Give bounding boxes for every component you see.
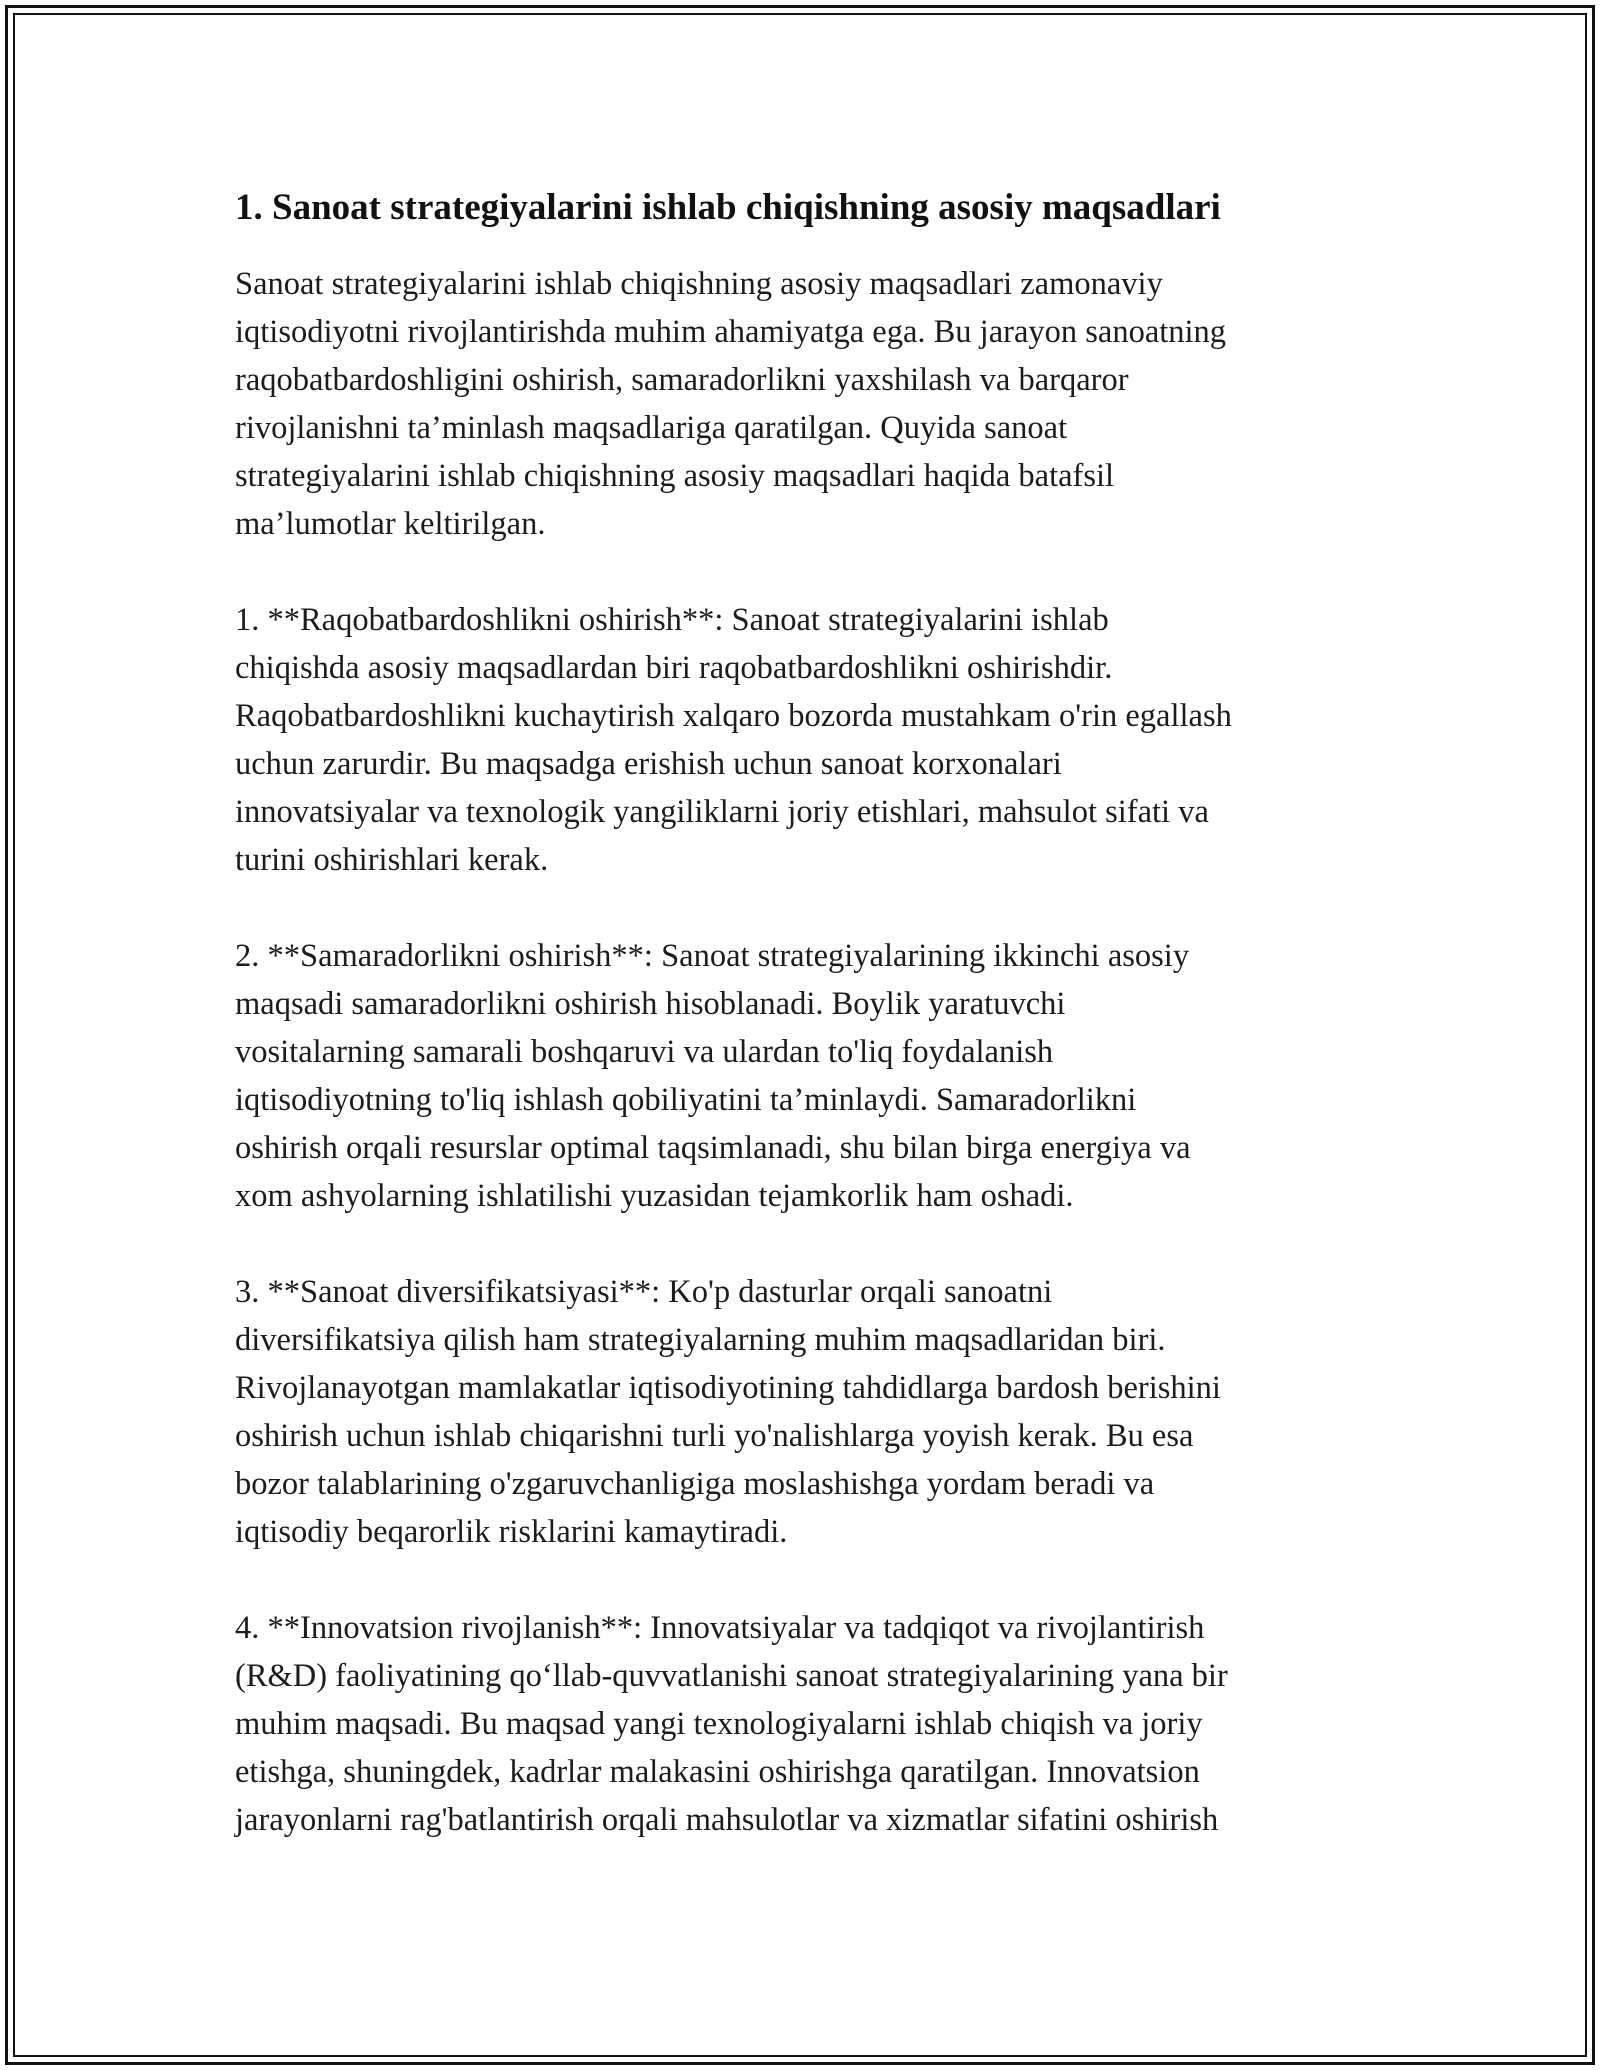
text-line: oshirish orqali resurslar optimal taqsimlanadi, shu bilan birga energiya va — [235, 1130, 1191, 1166]
text-line: bozor talablarining o'zgaruvchanligiga moslashishga yordam beradi va — [235, 1466, 1155, 1502]
list-item-diversification — [235, 1268, 1365, 1556]
text-line: (R&D) faoliyatining qo‘llab-quvvatlanishi sanoat strategiyalarining yana bir — [235, 1658, 1228, 1694]
text-line: iqtisodiy beqarorlik risklarini kamaytiradi. — [235, 1514, 788, 1550]
text-line: vositalarning samarali boshqaruvi va ulardan to'liq foydalanish — [235, 1034, 1054, 1070]
text-line: strategiyalarini ishlab chiqishning asosiy maqsadlari haqida batafsil — [235, 458, 1115, 494]
list-item-competitiveness — [235, 596, 1365, 884]
text-line: turini oshirishlari kerak. — [235, 842, 549, 878]
text-line: iqtisodiyotning to'liq ishlash qobiliyatini ta’minlaydi. Samaradorlikni — [235, 1082, 1137, 1118]
text-line: 1. **Raqobatbardoshlikni oshirish**: Sanoat strategiyalarini ishlab — [235, 602, 1109, 638]
section-heading: 1. Sanoat strategiyalarini ishlab chiqishning asosiy maqsadlari — [235, 187, 1221, 228]
text-line: 3. **Sanoat diversifikatsiyasi**: Ko'p dasturlar orqali sanoatni — [235, 1274, 1053, 1310]
text-line: raqobatbardoshligini oshirish, samaradorlikni yaxshilash va barqaror — [235, 362, 1129, 398]
text-line: Raqobatbardoshlikni kuchaytirish xalqaro bozorda mustahkam o'rin egallash — [235, 698, 1232, 734]
text-line: diversifikatsiya qilish ham strategiyalarning muhim maqsadlaridan biri. — [235, 1322, 1166, 1358]
text-line: iqtisodiyotni rivojlantirishda muhim ahamiyatga ega. Bu jarayon sanoatning — [235, 314, 1227, 350]
text-line: Rivojlanayotgan mamlakatlar iqtisodiyotining tahdidlarga bardosh berishini — [235, 1370, 1221, 1406]
text-line: oshirish uchun ishlab chiqarishni turli yo'nalishlarga yoyish kerak. Bu esa — [235, 1418, 1194, 1454]
text-line: jarayonlarni rag'batlantirish orqali mahsulotlar va xizmatlar sifatini oshirish — [235, 1802, 1219, 1838]
list-item-efficiency — [235, 932, 1365, 1220]
text-line: maqsadi samaradorlikni oshirish hisoblanadi. Boylik yaratuvchi — [235, 986, 1066, 1022]
text-line: uchun zarurdir. Bu maqsadga erishish uchun sanoat korxonalari — [235, 746, 1062, 782]
text-line: rivojlanishni ta’minlash maqsadlariga qaratilgan. Quyida sanoat — [235, 410, 1068, 446]
text-line: innovatsiyalar va texnologik yangiliklarni joriy etishlari, mahsulot sifati va — [235, 794, 1209, 830]
text-line: ma’lumotlar keltirilgan. — [235, 506, 546, 542]
text-line: 2. **Samaradorlikni oshirish**: Sanoat strategiyalarining ikkinchi asosiy — [235, 938, 1190, 974]
list-item-innovation — [235, 1604, 1365, 1844]
text-line: 4. **Innovatsion rivojlanish**: Innovatsiyalar va tadqiqot va rivojlantirish — [235, 1610, 1205, 1646]
text-line: etishga, shuningdek, kadrlar malakasini oshirishga qaratilgan. Innovatsion — [235, 1754, 1200, 1790]
document-body — [235, 184, 1365, 1892]
text-line: muhim maqsadi. Bu maqsad yangi texnologiyalarni ishlab chiqish va joriy — [235, 1706, 1203, 1742]
text-line: xom ashyolarning ishlatilishi yuzasidan tejamkorlik ham oshadi. — [235, 1178, 1074, 1214]
text-line: Sanoat strategiyalarini ishlab chiqishning asosiy maqsadlari zamonaviy — [235, 266, 1163, 302]
intro-paragraph — [235, 260, 1365, 548]
text-line: chiqishda asosiy maqsadlardan biri raqobatbardoshlikni oshirishdir. — [235, 650, 1113, 686]
